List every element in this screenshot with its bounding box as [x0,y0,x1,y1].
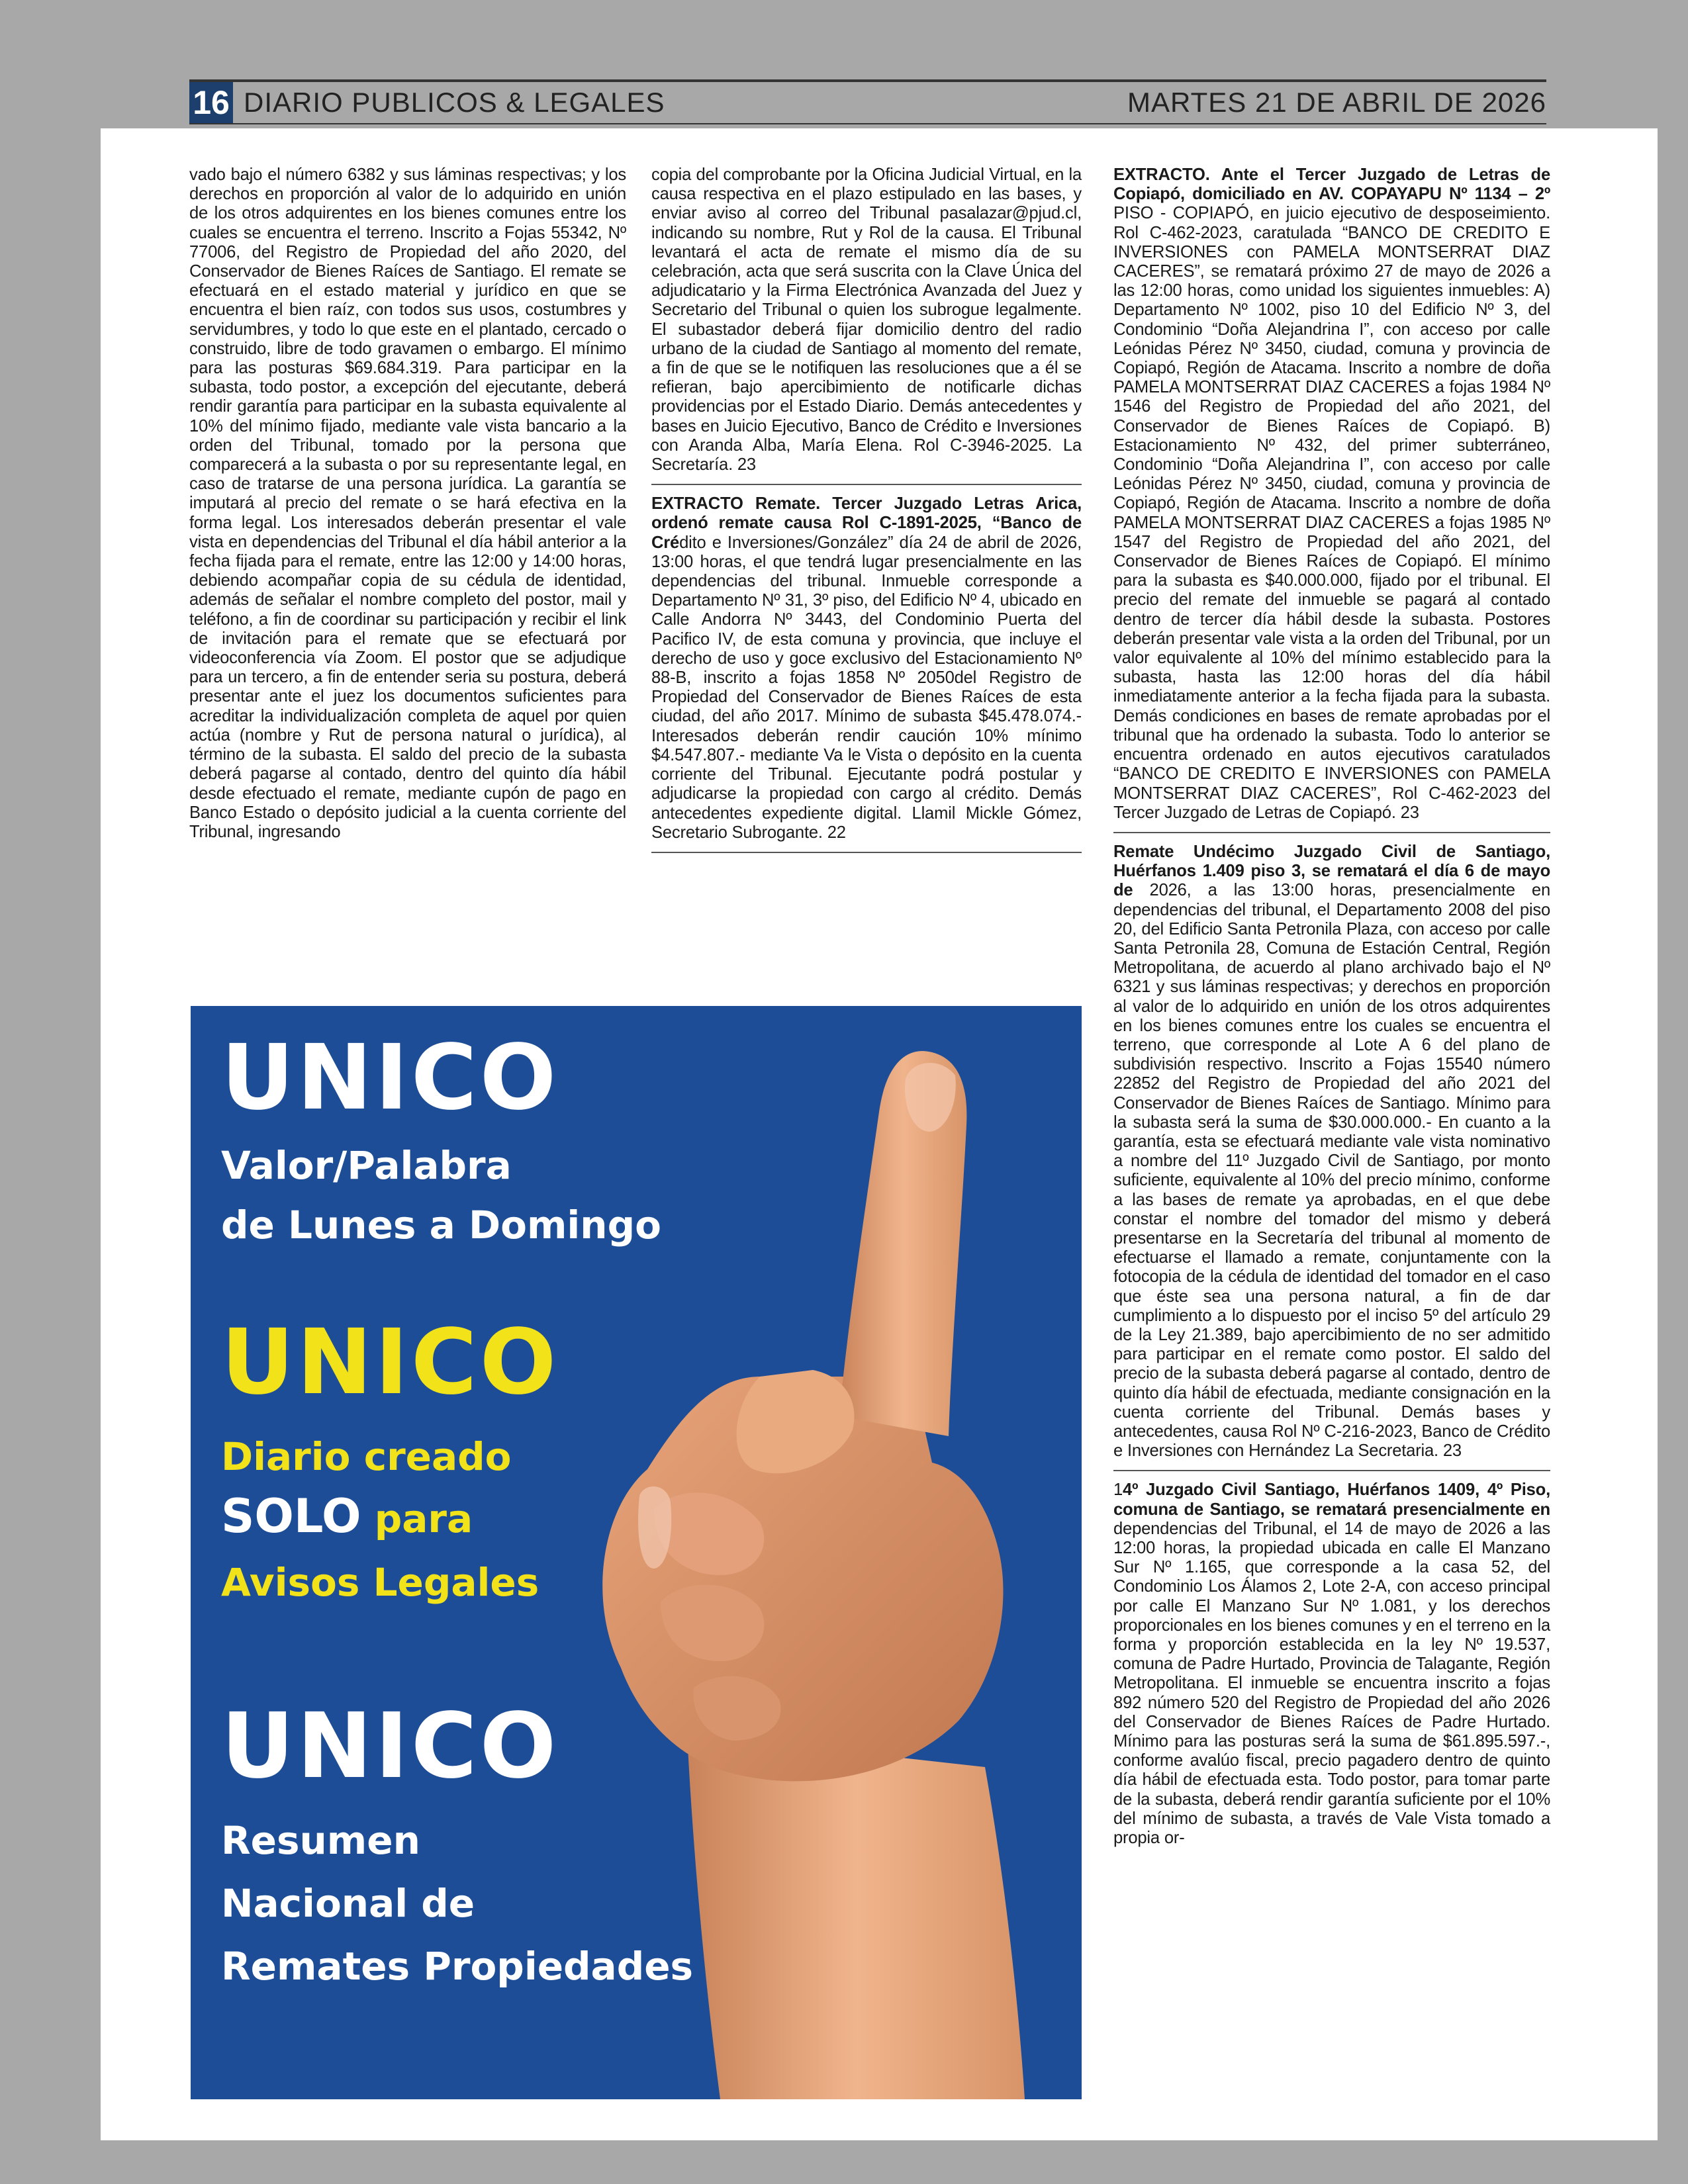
ad-headline-1: UNICO [221,1026,559,1130]
unico-advertisement [191,1006,1082,2099]
notice-arica-lead: EXTRACTO Remate. Tercer Juzgado Letras Arica, ordenó remate causa Rol C-1891-2025, “Banco de Cré [651,494,1082,552]
notice-separator [1113,1470,1550,1471]
notice-separator [1113,832,1550,833]
notice-continuation: vado bajo el número 6382 y sus láminas respectivas; y los derechos en proporción al valor de lo adquirido en unión de los otros adquirentes en los bienes comunes entre los cuales se encuentra el terreno. Inscrito a Fojas 55342, Nº 77006, del Registro de Propiedad del año 2020, del Conservador de Bienes Raíces de Santiago. El remate se efectuará en el estado material y jurídico en que se encuentra el bien raíz, con todos sus usos, costumbres y servidumbres, y todo lo que este en el plantado, cercado o construido, libre de todo gravamen o embargo. El mínimo para las posturas $69.684.319. Para participar en la subasta, todo postor, a excepción del ejecutante, deberá rendir garantía para participar en la subasta equivalente al 10% del mínimo fijado, mediante vale vista bancario a la orden del Tribunal, tomado por la persona que comparecerá a la subasta o por su representante legal, en caso de tratarse de una persona jurídica. La garantía se imputará al precio del remate o se hará efectiva en la forma legal. Los interesados deberán presentar el vale vista en dependencias del Tribunal el día hábil anterior a la fecha fijada para el remate, entre las 12:00 y 14:00 horas, debiendo acompañar copia de su cédula de identidad, además de señalar el nombre completo del postor, mail y teléfono, a fin de coordinar su participación y recibir el link de invitación para el remate que se efectuará por videoconferencia vía Zoom. El postor que se adjudique para un tercero, a fin de entender seria su postura, deberá presentar ante el juez los documentos suficientes para acreditar la individualización completa de aquel por quien actúa (nombre y Rut de persona natural o jurídica), al término de la subasta. El saldo del precio de la subasta deberá pagarse al contado, dentro del quinto día hábil desde efectuado el remate, mediante cupón de pago en Banco Estado o depósito judicial a la cuenta corriente del Tribunal, ingresando [189,165,626,841]
publication-date: MARTES 21 DE ABRIL DE 2026 [1127,87,1546,118]
ad-sub3-line1: Resumen [221,1818,420,1863]
ad-sub2-line1: Diario creado [221,1434,512,1479]
ad-headline-3: UNICO [221,1694,559,1799]
notice-undecimo-body: 2026, a las 13:00 horas, presencialmente en dependencias del tribunal, el Departamento 2008 del piso 20, del Edificio Santa Petronila Plaza, con acceso por calle Santa Petronila 28, Comuna de Estación Central, Región Metropolitana, de acuerdo al plano archivado bajo el Nº 6321 y sus láminas respectivas; y derechos en proporción al valor de lo adquirido en unión de los otros adquirentes en los bienes comunes entre los cuales se encuentra el terreno, que corresponde al Lote A 6 del plano de subdivisión respectivo. Inscrito a Fojas 15540 número 22852 del Registro de Propiedad del año 2021 del Conservador de Bienes Raíces de Santiago. Mínimo para la subasta será la suma de $30.000.000.- En cuanto a la garantía, esta se efectuará mediante vale vista nominativo a nombre del 11º Juzgado Civil de Santiago, por monto suficiente, equivalente al 10% del precio mínimo, conforme a las bases de remate ya aprobadas, en el que debe constar el nombre del tomador del mismo y deberá presentarse en la Secretaría del tribunal al momento de efectuarse el llamado a remate, conjuntamente con la fotocopia de la cédula de identidad del tomador en el caso que éste sea una persona natural, a fin de dar cumplimiento a lo dispuesto por el inciso 5º del artículo 29 de la Ley 21.389, bajo apercibimiento de no ser admitido para participar en el remate como postor. El saldo del precio de la subasta deberá pagarse al contado, dentro de quinto día hábil de efectuada, mediante consignación en la cuenta corriente del Tribunal. Demás bases y antecedentes, causa Rol Nº C-216-2023, Banco de Crédito e Inversiones con Hernández La Secretaria. 23 [1113,881,1550,1461]
ad-sub1-line2: de Lunes a Domingo [221,1203,661,1248]
ad-headline-2: UNICO [221,1310,559,1415]
notice-copiapo [1113,165,1550,823]
notice-copiapo-body: PISO - COPIAPÓ, en juicio ejecutivo de desposeimiento. Rol C-462-2023, caratulada “BANCO DE CREDITO E INVERSIONES con PAMELA MONTSERRAT DIAZ CACERES”, se rematará próximo 27 de mayo de 2026 a las 12:00 horas, como unidad los siguientes inmuebles: A) Departamento Nº 1002, piso 10 del Edificio Nº 3, del Condominio “Doña Alejandrina I”, con acceso por calle Leónidas Pérez Nº 3450, ciudad, comuna y provincia de Copiapó, Región de Atacama. Inscrito a nombre de doña PAMELA MONTSERRAT DIAZ CACERES a fojas 1984 Nº 1546 del Registro de Propiedad del año 2021, del Conservador de Bienes Raíces de Copiapó. B) Estacionamiento Nº 432, del primer subterráneo, Condominio “Doña Alejandrina I”, con acceso por calle Leónidas Pérez Nº 3450, ciudad, comuna y provincia de Copiapó, Región de Atacama. Inscrito a nombre de doña PAMELA MONTSERRAT DIAZ CACERES a fojas 1985 Nº 1547 del Registro de Propiedad del año 2021, del Conservador de Bienes Raíces de Copiapó. El mínimo para la subasta es $40.000.000, fijado por el tribunal. El precio del remate del inmueble se pagará al contado dentro de tercer día hábil desde la subasta. Postores deberán presentar vale vista a la orden del Tribunal, por un valor equivalente al 10% del mínimo establecido para la subasta, hasta las 12:00 horas del día hábil inmediatamente anterior a la fecha fijada para la subasta. Demás condiciones en bases de remate aprobadas por el tribunal que ha ordenado la subasta. Todo lo anterior se encuentra ordenado en autos ejecutivos caratulados “BANCO DE CREDITO E INVERSIONES con PAMELA MONTSERRAT DIAZ CACERES”, Rol C-462-2023 del Tercer Juzgado de Letras de Copiapó. 23 [1113,204,1550,822]
ad-solo: SOLO [221,1489,361,1543]
notice-arica [651,494,1082,842]
notice-separator [651,484,1082,485]
publication-name: DIARIO PUBLICOS & LEGALES [244,87,665,118]
notice-undecimo [1113,842,1550,1461]
ad-sub3-line2: Nacional de [221,1881,475,1926]
ad-sub1-line1: Valor/Palabra [221,1143,512,1188]
notice-continuation-2: copia del comprobante por la Oficina Judicial Virtual, en la causa respectiva en el plazo estipulado en las bases, y enviar aviso al correo del Tribunal pasalazar@pjud.cl, indicando su nombre, Rut y Rol de la causa. El Tribunal levantará el acta de remate el mismo día de su celebración, acta que será suscrita con la Clave Única del adjudicatario y la Firma Electrónica Avanzada del Juez y Secretario del Tribunal o quien los subrogue legalmente. El subastador deberá fijar domicilio dentro del radio urbano de la ciudad de Santiago al momento del remate, a fin de que se le notifiquen las resoluciones que a él se refieran, bajo apercibimiento de notificarle dichas providencias por el Estado Diario. Demás antecedentes y bases en Juicio Ejecutivo, Banco de Crédito e Inversiones con Aranda Alba, María Elena. Rol C-3946-2025. La Secretaría. 23 [651,165,1082,475]
notice-14-juzgado [1113,1480,1550,1848]
page-header [189,79,1546,124]
pointing-finger-hand-image [561,1006,1082,2099]
ad-sub3-line3: Remates Propiedades [221,1944,694,1989]
notice-separator [651,852,1082,853]
column-1 [189,165,626,842]
notice-copiapo-lead: EXTRACTO. Ante el Tercer Juzgado de Letras de Copiapó, domiciliado en AV. COPAYAPU Nº 1134 – 2º [1113,165,1550,204]
ad-sub2-line3: Avisos Legales [221,1560,539,1605]
notice-14-pre: 1 [1113,1480,1123,1500]
notice-14-lead: 4º Juzgado Civil Santiago, Huérfanos 1409, 4º Piso, comuna de Santiago, se rematará presencialmente en [1113,1480,1550,1519]
notice-arica-body: dito e Inversiones/González” día 24 de abril de 2026, 13:00 horas, el que tendrá lugar presencialmente en las dependencias del tribunal. Inmueble corresponde a Departamento Nº 31, 3º piso, del Edificio Nº 4, ubicado en Calle Andorra Nº 3443, del Condominio Puerta del Pacifico IV, de esta comuna y provincia, que incluye el derecho de uso y goce exclusivo del Estacionamiento Nº 88-B, inscrito a fojas 1858 Nº 2050del Registro de Propiedad del Conservador de Bienes Raíces de esta ciudad, del año 2017. Mínimo de subasta $45.478.074.- Interesados deberán rendir caución 10% mínimo $4.547.807.- mediante Va le Vista o depósito en la cuenta corriente del Tribunal. Ejecutante podrá postular y adjudicarse la propiedad con cargo al crédito. Demás antecedentes expediente digital. Llamil Mickle Gómez, Secretario Subrogante. 22 [651,533,1082,842]
ad-sub2-line2 [221,1489,473,1546]
column-3 [1113,165,1550,1848]
column-2 [651,165,1082,862]
page-number: 16 [189,82,233,123]
notice-14-body: dependencias del Tribunal, el 14 de mayo de 2026 a las 12:00 horas, la propiedad ubicada en calle El Manzano Sur Nº 1.165, que corresponde a la casa 52, del Condominio Los Álamos 2, Lote 2-A, con acceso principal por calle El Manzano Sur Nº 1.081, y los derechos proporcionales en los bienes comunes y en el terreno en la forma y proporción establecida en la ley Nº 19.537, comuna de Padre Hurtado, Provincia de Talagante, Región Metropolitana. El inmueble se encuentra inscrito a fojas 892 número 520 del Registro de Propiedad del año 2026 del Conservador de Bienes Raíces de Padre Hurtado. Mínimo para las posturas será la suma de $61.895.597.-, conforme avalúo fiscal, precio pagadero dentro de quinto día hábil de efectuada esta. Todo postor, para tomar parte de la subasta, deberá rendir garantía suficiente por el 10% del mínimo de subasta, a través de Vale Vista tomado a propia or- [1113,1519,1550,1848]
ad-para: para [361,1496,473,1541]
notice-undecimo-lead: Remate Undécimo Juzgado Civil de Santiago, Huérfanos 1.409 piso 3, se rematará el día 6 de mayo de [1113,842,1550,900]
